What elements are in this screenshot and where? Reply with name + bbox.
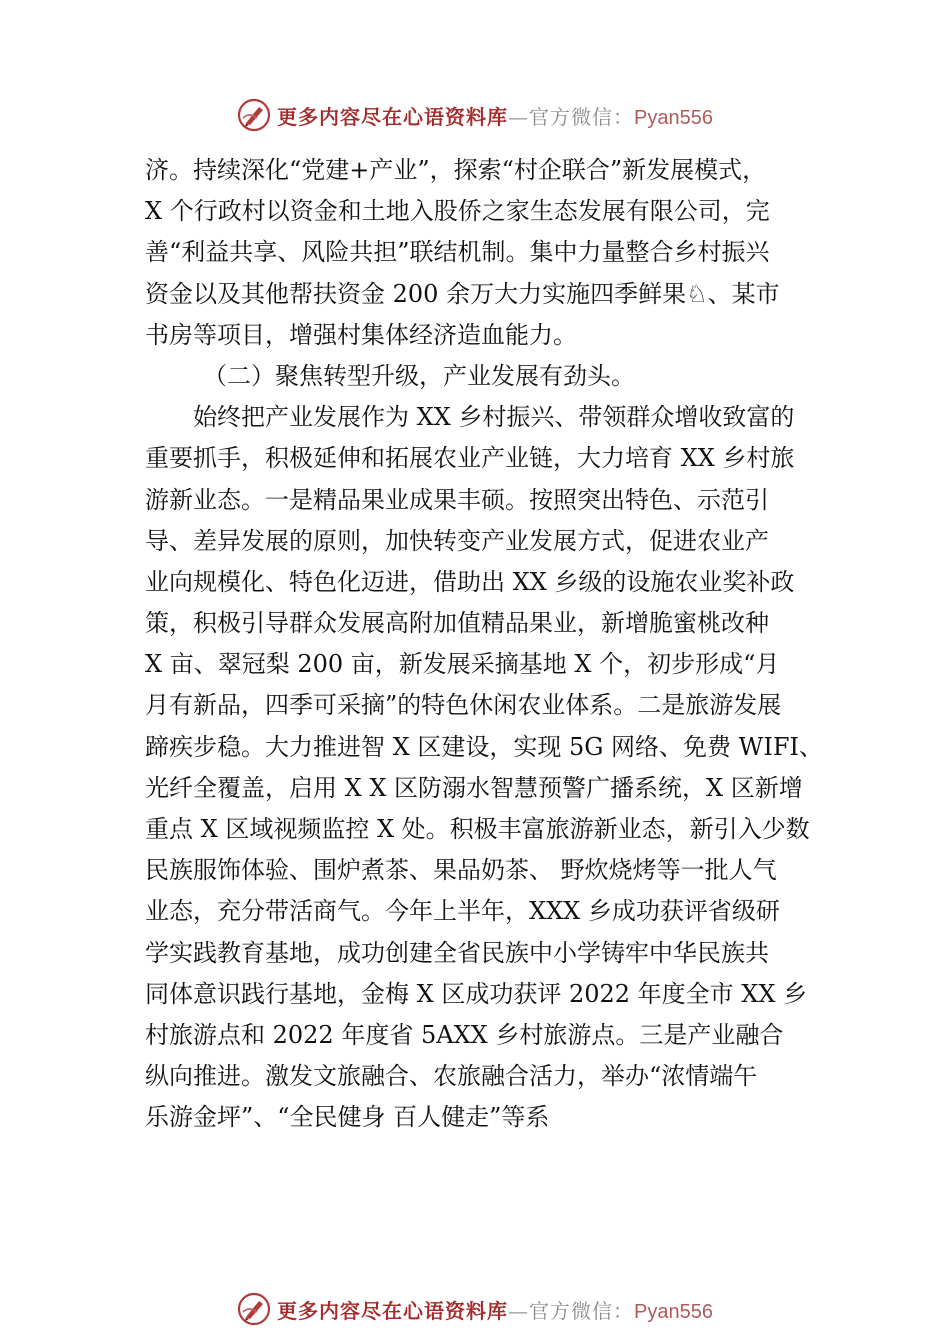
- header-wechat-label: 官方微信：: [529, 104, 635, 129]
- body-line: 资金以及其他帮扶资金 200 余万大力实施四季鲜果♘、某市: [145, 279, 780, 308]
- section-heading: （二）聚焦转型升级，产业发展有劲头。: [203, 361, 635, 390]
- body-line: 业向规模化、特色化迈进，借助出 XX 乡级的设施农业奖补政: [145, 567, 795, 596]
- pen-logo-icon: [237, 1292, 271, 1326]
- header-banner-text: [277, 101, 713, 130]
- header-separator: —: [508, 104, 530, 129]
- body-line: 善“利益共享、风险共担”联结机制。集中力量整合乡村振兴: [145, 238, 770, 267]
- body-line: 纵向推进。激发文旅融合、农旅融合活力，举办“浓情端午: [145, 1062, 758, 1091]
- body-line: 业态，充分带活商气。今年上半年，XXX 乡成功获评省级研: [145, 897, 780, 926]
- body-line: 同体意识践行基地，金梅 X 区成功获评 2022 年度全市 XX 乡: [145, 979, 808, 1008]
- document-body: [145, 150, 825, 1139]
- footer-wechat-label: 官方微信：: [529, 1298, 635, 1323]
- body-line: 学实践教育基地，成功创建全省民族中小学铸牢中华民族共: [145, 938, 769, 967]
- body-line: 蹄疾步稳。大力推进智 X 区建设，实现 5G 网络、免费 WIFI、: [145, 732, 823, 761]
- body-line: 乐游金坪”、“全民健身 百人健走”等系: [145, 1103, 550, 1132]
- body-line: 济。持续深化“党建+产业”，探索“村企联合”新发展模式，: [145, 156, 767, 184]
- footer-banner: [0, 1287, 950, 1331]
- body-line: 导、差异发展的原则，加快转变产业发展方式，促进农业产: [145, 526, 769, 555]
- body-line: 民族服饰体验、围炉煮茶、果品奶茶、 野炊烧烤等一批人气: [145, 856, 777, 885]
- body-line: 始终把产业发展作为 XX 乡村振兴、带领群众增收致富的: [193, 403, 795, 432]
- header-brand-text: 更多内容尽在心语资料库: [277, 104, 509, 129]
- pen-logo-icon: [237, 98, 271, 132]
- footer-brand-text: 更多内容尽在心语资料库: [277, 1298, 509, 1323]
- header-banner: [0, 93, 950, 137]
- footer-banner-text: [277, 1295, 713, 1324]
- body-line: 重点 X 区域视频监控 X 处。积极丰富旅游新业态，新引入少数: [145, 815, 810, 843]
- body-line: 重要抓手，积极延伸和拓展农业产业链，大力培育 XX 乡村旅: [145, 444, 795, 473]
- header-account: Pyan556: [634, 106, 713, 129]
- body-line: 月有新品，四季可采摘”的特色休闲农业体系。二是旅游发展: [145, 691, 782, 720]
- body-line: 书房等项目，增强村集体经济造血能力。: [145, 320, 577, 349]
- body-line: X 亩、翠冠梨 200 亩，新发展采摘基地 X 个，初步形成“月: [145, 650, 780, 679]
- body-line: 游新业态。一是精品果业成果丰硕。按照突出特色、示范引: [145, 485, 769, 514]
- footer-separator: —: [508, 1298, 530, 1323]
- footer-account: Pyan556: [634, 1300, 713, 1323]
- body-line: 策，积极引导群众发展高附加值精品果业，新增脆蜜桃改种: [145, 609, 769, 638]
- body-line: 光纤全覆盖，启用 X X 区防溺水智慧预警广播系统，X 区新增: [145, 773, 803, 802]
- body-line: 村旅游点和 2022 年度省 5AXX 乡村旅游点。三是产业融合: [145, 1020, 784, 1049]
- body-line: X 个行政村以资金和土地入股侨之家生态发展有限公司，完: [145, 197, 770, 226]
